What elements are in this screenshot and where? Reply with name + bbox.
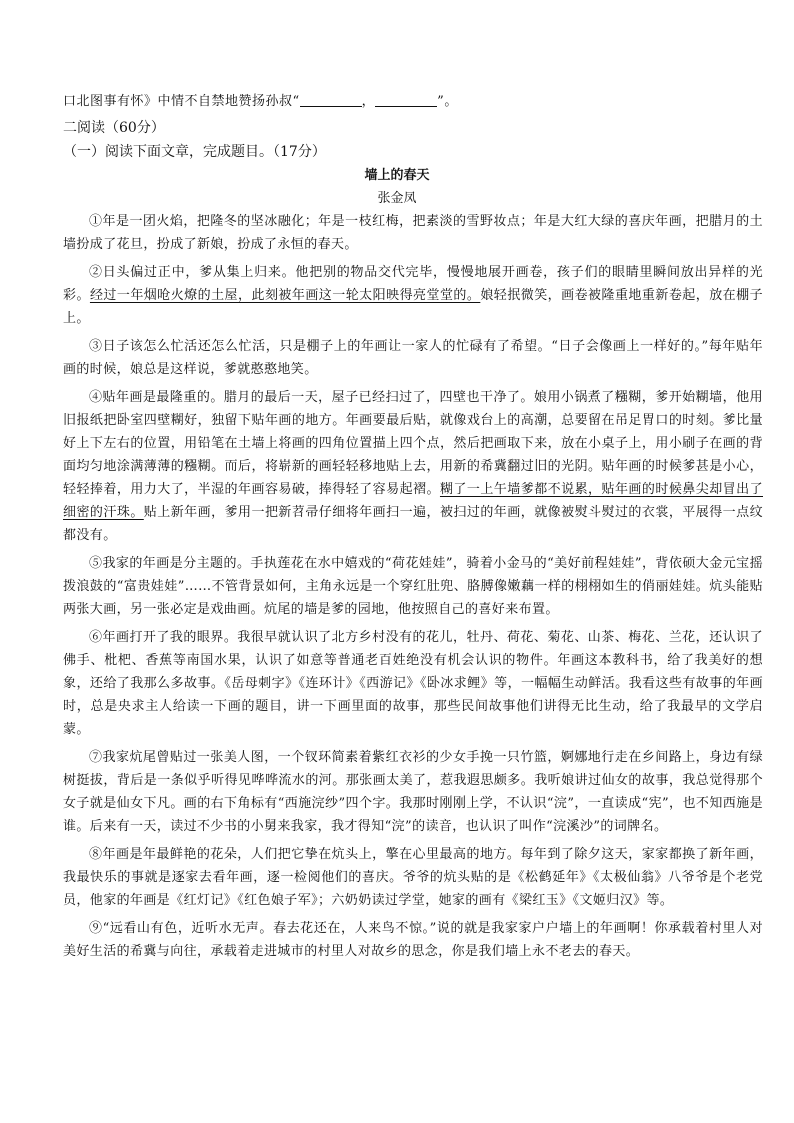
paragraph-6: ⑥年画打开了我的眼界。我很早就认识了北方乡村没有的花儿，牡丹、荷花、菊花、山茶、梅花、兰花，还认识了佛手、枇杷、香蕉等南国水果，认识了如意等普通老百姓绝没有机会认识的物件。年画这本教科书，给了我美好的想象，还给了我那么多故事。《岳母刺字》《连环计》《西游记》《卧冰求鲤》等，一幅幅生动鲜活。我看这些有故事的年画时，总是央求主人给读一下画的题目，讲一下画里面的故事，那些民间故事他们讲得无比生动，给了我最早的文学启蒙。 [63,630,763,737]
paragraph-7: ⑦我家炕尾曾贴过一张美人图，一个钗环简素着紫红衣衫的少女手挽一只竹篮，婀娜地行走在乡间路上，身边有绿树挺拔，背后是一条似乎听得见哗哗流水的河。那张画太美了，惹我遐思颇多。我听娘讲过仙女的故事，我总觉得那个女子就是仙女下凡。画的右下角标有“西施浣纱”四个字。我那时刚刚上学，不认识“浣”，一直读成“宪”，也不知西施是谁。后来有一天，读过不少书的小舅来我家，我才得知“浣”的读音，也认识了叫作“浣溪沙”的词牌名。 [63,750,763,834]
paragraph-4 [63,386,763,547]
question-tail-before: 口北图事有怀》中情不自禁地赞扬孙叔“ [63,94,300,109]
paragraph-4-post: 贴上新年画，爹用一把新苕帚仔细将年画扫一遍，被扫过的年画，就像被熨斗熨过的衣裳，平展得一点纹都没有。 [63,505,763,543]
article-title: 墙上的春天 [364,168,430,183]
question-tail-line [63,90,458,109]
paragraph-3: ③日子该怎么忙活还怎么忙活，只是棚子上的年画让一家人的忙碌有了希望。“日子会像画上一样好的。”每年贴年画的时候，娘总是这样说，爹就憨憨地笑。 [63,339,763,377]
article-author: 张金凤 [377,191,417,206]
paragraph-4-pre: ④贴年画是最隆重的。腊月的最后一天，屋子已经扫过了，四壁也干净了。娘用小锅煮了糨糊，爹开始糊墙，他用旧报纸把卧室四壁糊好，独留下贴年画的地方。年画要最后贴，就像戏台上的高潮，总要留在吊足胃口的时刻。爹比量好上下左右的位置，用铅笔在土墙上将画的四角位置描上四个点，然后把画取下来，放在小桌子上，用小刷子在画的背面均匀地涂满薄薄的糨糊。而后，将崭新的画轻轻移地贴上去，用新的希冀翻过旧的光阴。贴年画的时候爹甚是小心，轻轻捧着，用力大了，半湿的年画容易破，捧得轻了容易起褶。 [63,390,763,497]
paragraph-1: ①年是一团火焰，把隆冬的坚冰融化；年是一枝红梅，把素淡的雪野妆点；年是大红大绿的喜庆年画，把腊月的土墙扮成了花旦，扮成了新娘，扮成了永恒的春天。 [63,214,763,252]
paragraph-5: ⑤我家的年画是分主题的。手执莲花在水中嬉戏的“荷花娃娃”，骑着小金马的“美好前程娃娃”，背依硕大金元宝摇拨浪鼓的“富贵娃娃”……不管背景如何，主角永远是一个穿红肚兜、胳膊像嫩藕一样的栩栩如生的俏丽娃娃。炕头能贴两张大画，另一张必定是戏曲画。炕尾的墙是爹的园地，他按照自己的喜好来布置。 [63,556,763,617]
paragraph-4-underlined-sentence: 糊了一上午墙爹都不说累，贴年画的时候鼻尖却冒出了细密的汗珠。 [63,482,763,520]
answer-blank-2[interactable] [375,94,437,107]
article-body [63,210,763,968]
subsection-heading: （一）阅读下面文章，完成题目。（17分） [63,144,326,160]
section-heading: 二阅读（60分） [63,120,165,136]
question-tail-after: ”。 [437,94,458,109]
paragraph-2-post: 娘轻抿微笑，画卷被隆重地重新卷起，放在棚子上。 [63,288,763,326]
paragraph-8: ⑧年画是年最鲜艳的花朵，人们把它挚在炕头上，擎在心里最高的地方。每年到了除夕这天，家家都换了新年画，我最快乐的事就是逐家去看年画，逐一检阅他们的喜庆。爷爷的炕头贴的是《松鹤延年》《太极仙翁》八爷爷是个老党员，他家的年画是《红灯记》《红色娘子军》；六奶奶读过学堂，她家的画有《梁红玉》《文姬归汉》等。 [63,847,763,908]
paragraph-2-pre: ②日头偏过正中，爹从集上归来。他把别的物品交代完毕，慢慢地展开画卷，孩子们的眼睛里瞬间放出异样的光彩。 [63,265,763,303]
answer-blank-1[interactable] [300,94,362,107]
paragraph-2-underlined-sentence: 经过一年烟呛火燎的土屋，此刻被年画这一轮太阳映得亮堂堂的。 [89,288,481,303]
question-tail-comma: ， [361,94,376,109]
paragraph-2 [63,261,763,330]
paragraph-9: ⑨“远看山有色，近听水无声。春去花还在，人来鸟不惊。”说的就是我家家户户墙上的年画啊！你承载着村里人对美好生活的希冀与向往，承载着走进城市的村里人对故乡的思念，你是我们墙上永不老去的春天。 [63,921,763,959]
